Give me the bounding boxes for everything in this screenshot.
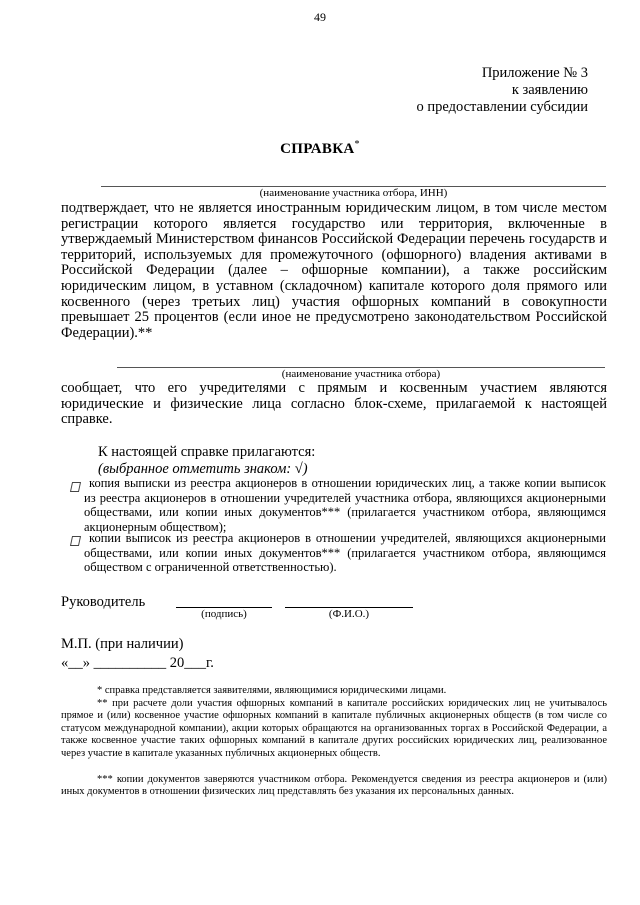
page-number: 49 [314,10,326,24]
footnote-1: * справка представляется заявителями, являющимися юридическими лицами. [97,685,447,696]
footnote-2: ** при расчете доли участия офшорных компаний в капитале российских юридических лиц не учитывалось прямое и (или) косвенное участие офшорных компаний в капитале публичных акционерных обществ (в том числе со статусом международной компании), акции которых обращаются на организованных торгах в Российской Федерации, а также косвенное участие таких офшорных компаний в капитале других российских юридических лиц, реализованное через участие в капитале указанных публичных акционерных обществ. [61,698,607,759]
stamp-block [61,635,214,673]
confirmation-paragraph: подтверждает, что не является иностранным юридическим лицом, в том числе местом регистрации которого является государство или территория, включенные в утверждаемый Министерством финансов Российской Федерации перечень государств и территорий, используемых для промежуточного (офшорного) владения активами в Российской Федерации (далее – офшорные компании), а также российским юридическим лицом, в уставном (складочном) капитале которого доля прямого или косвенного (через третьих лиц) участия офшорных компаний в совокупности превышает 25 процентов (если иное не предусмотрено законодательством Российской Федерации).** [61,200,607,341]
attachment-line-1: Приложение № 3 [481,65,588,81]
option-1-checkbox[interactable] [70,482,81,492]
attachment-header [416,65,588,116]
attachments-title: К настоящей справке прилагаются: [98,444,316,460]
signatory-role: Руководитель [61,594,146,610]
participant-name-caption: (наименование участника отбора) [281,368,441,380]
document-title-text: СПРАВКА [280,141,355,157]
participant-inn-caption: (наименование участника отбора, ИНН) [259,187,448,199]
founders-paragraph: сообщает, что его учредителями с прямым и косвенным участием являются юридические и физические лица согласно блок-схеме, прилагаемой к настоящей справке. [61,380,607,428]
stamp-label: М.П. (при наличии) [61,636,184,652]
attachment-line-3: о предоставлении субсидии [416,99,588,115]
document-title [0,139,640,158]
document-title-mark: * [354,139,360,150]
option-2-checkbox[interactable] [70,536,81,546]
signature-caption: (подпись) [201,608,247,620]
fullname-caption: (Ф.И.О.) [328,608,370,620]
option-2-text: копии выписок из реестра акционеров в отношении учредителей, являющихся акционерными обществами, или копии иных документов*** (прилагается участником отбора, являющимся обществом с ограниченной ответственностью). [84,531,606,575]
attachment-line-2: к заявлению [511,82,588,98]
option-1-text: копия выписки из реестра акционеров в отношении юридических лиц, а также копии выписок из реестра акционеров в отношении учредителей участника отбора, являющихся акционерными обществами, или копии иных документов*** (прилагается участником отбора, являющимся акционерным обществом); [84,476,606,534]
attachments-note: (выбранное отметить знаком: √) [98,461,308,477]
footnote-3: *** копии документов заверяются участником отбора. Рекомендуется сведения из реестра акционеров и (или) иных документов в отношении физических лиц представлять без указания их персональных данных. [61,774,607,798]
date-line: «__» __________ 20___г. [61,655,214,671]
